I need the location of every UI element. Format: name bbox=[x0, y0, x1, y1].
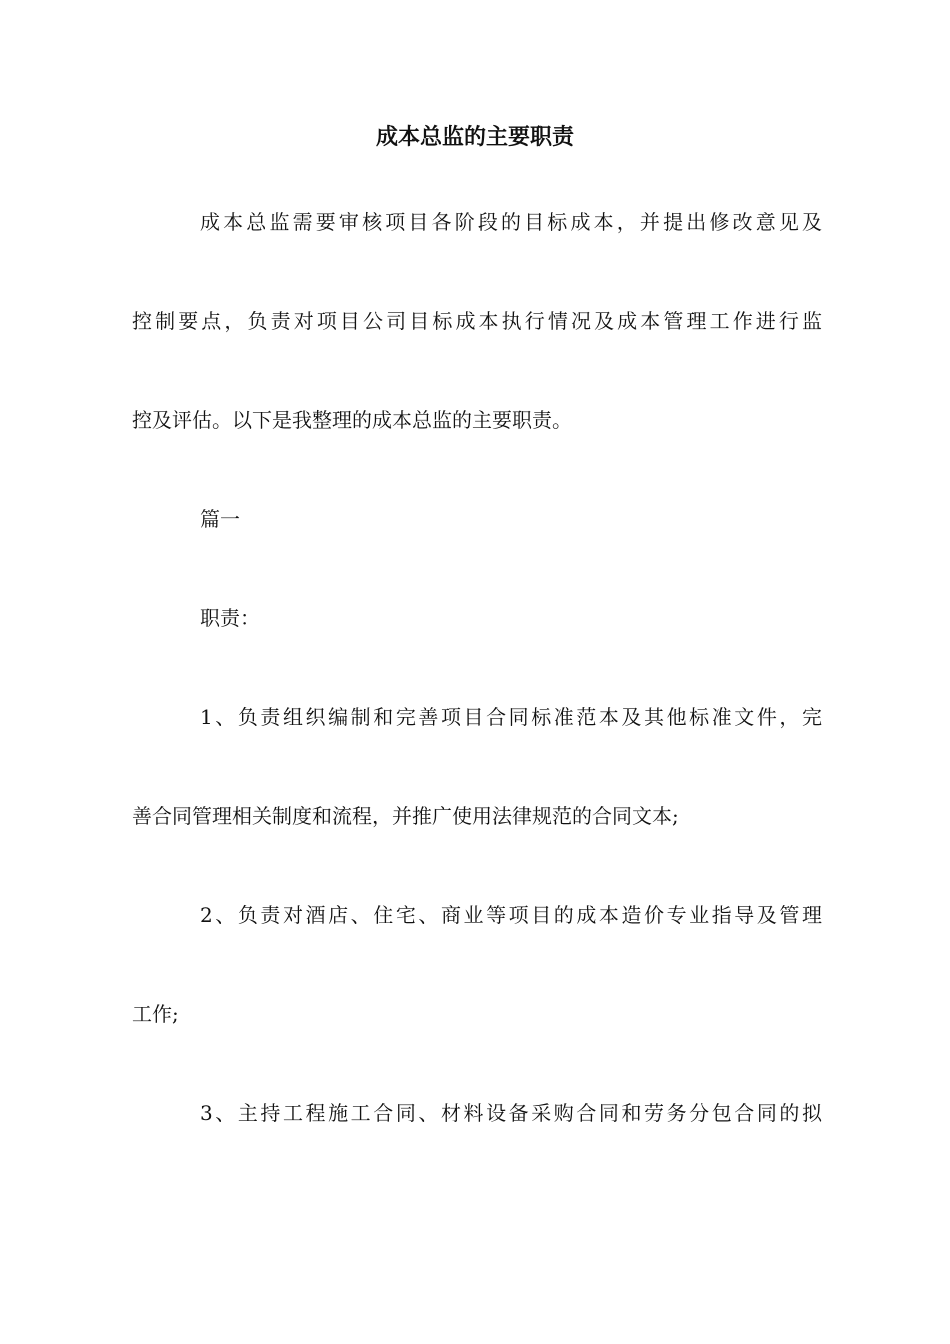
list-item-line: 1、负责组织编制和完善项目合同标准范本及其他标准文件，完 bbox=[200, 705, 822, 729]
document-title: 成本总监的主要职责 bbox=[375, 125, 574, 150]
paragraph-line: 成本总监需要审核项目各阶段的目标成本，并提出修改意见及 bbox=[200, 210, 822, 234]
paragraph-line: 控及评估。以下是我整理的成本总监的主要职责。 bbox=[132, 408, 572, 432]
list-item-line: 3、主持工程施工合同、材料设备采购合同和劳务分包合同的拟 bbox=[200, 1101, 822, 1125]
paragraph-line: 控制要点，负责对项目公司目标成本执行情况及成本管理工作进行监 bbox=[132, 309, 822, 333]
list-item-line: 善合同管理相关制度和流程，并推广使用法律规范的合同文本; bbox=[132, 804, 679, 828]
list-item-line: 工作; bbox=[132, 1002, 179, 1026]
section-label: 职责： bbox=[200, 606, 260, 630]
list-item-line: 2、负责对酒店、住宅、商业等项目的成本造价专业指导及管理 bbox=[200, 903, 822, 927]
section-heading: 篇一 bbox=[200, 507, 240, 531]
